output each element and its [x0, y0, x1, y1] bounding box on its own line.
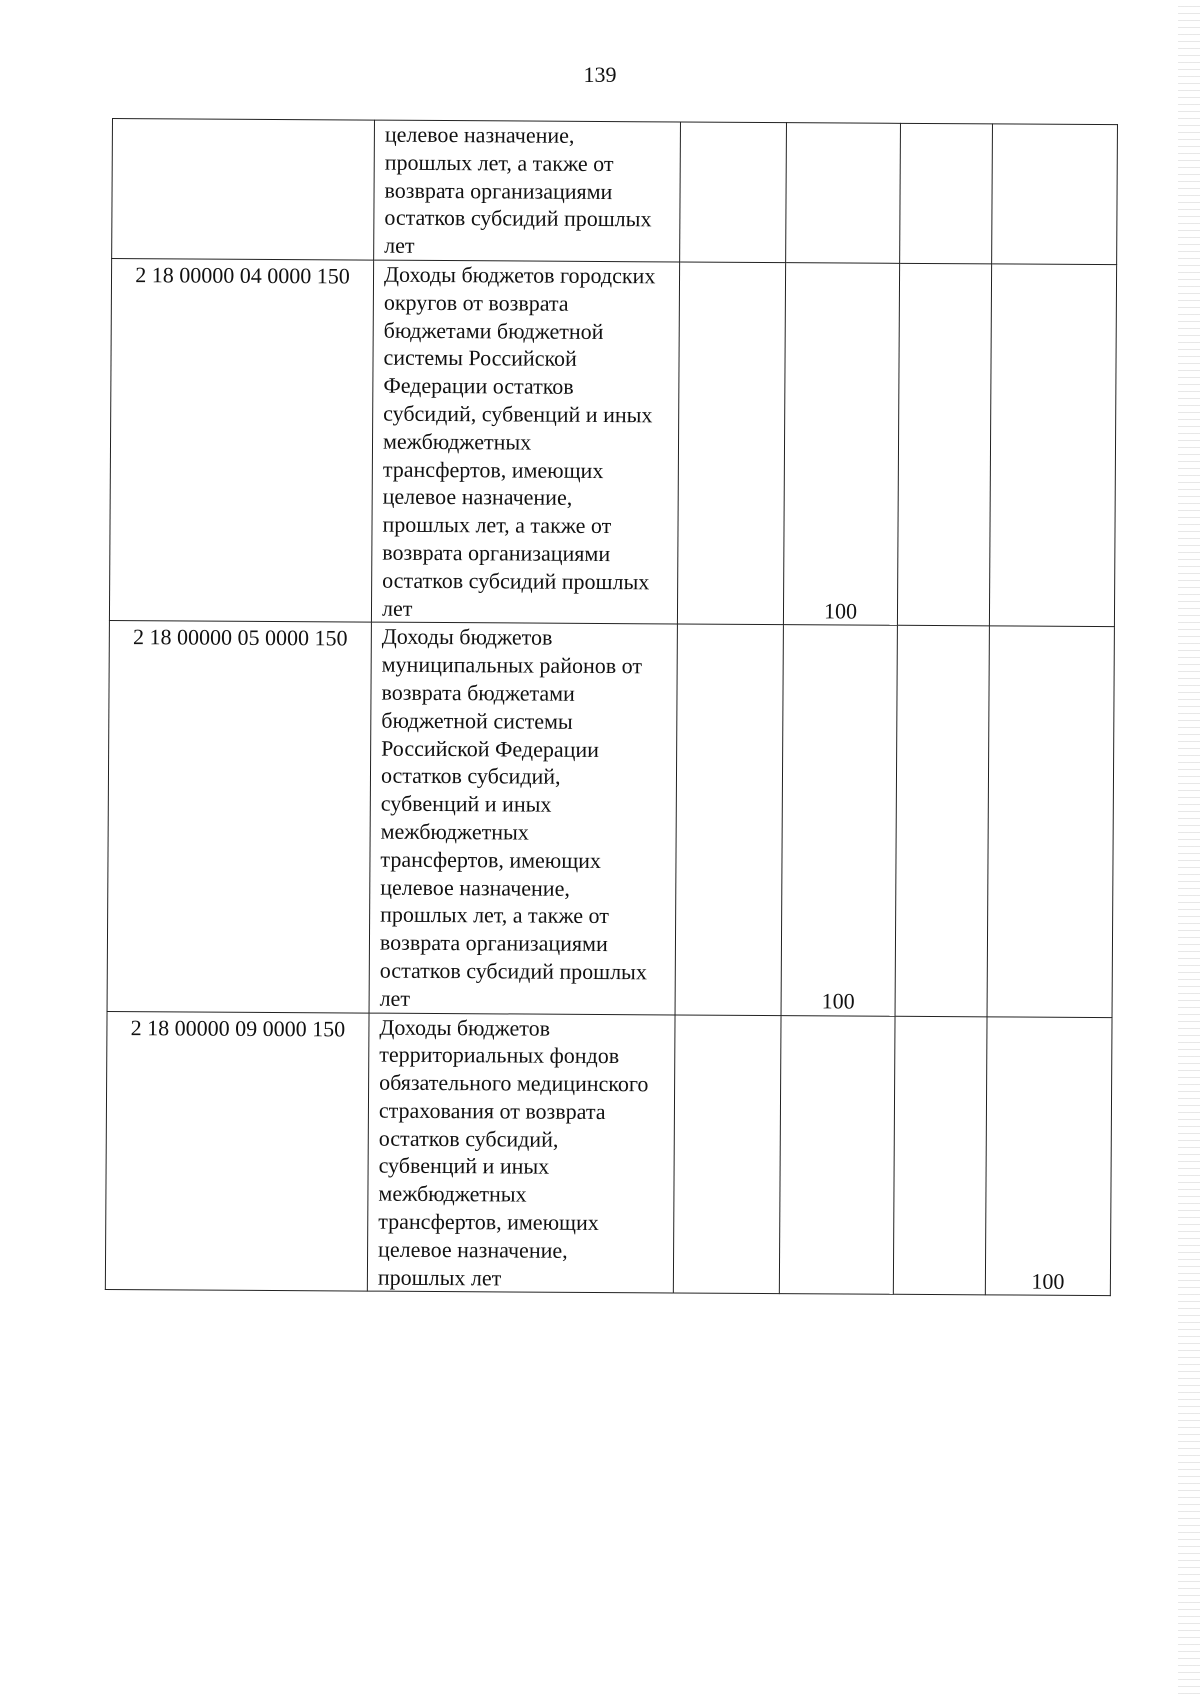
revenue-name-line: остатков субсидий, [380, 762, 561, 790]
value-cell-3 [897, 263, 991, 626]
revenue-table-body [105, 119, 1117, 1297]
value-cell-1 [673, 1014, 781, 1294]
revenue-name-cell [367, 1013, 675, 1294]
value-cell-3 [893, 1016, 987, 1296]
value-cell-2: 100 [781, 625, 897, 1016]
revenue-name-line: Доходы бюджетов [379, 1014, 551, 1041]
table-row [109, 258, 1116, 626]
revenue-name-line: трансфертов, имеющих [380, 846, 602, 873]
table-row [107, 621, 1114, 1017]
revenue-name-line: возврата организациями [384, 177, 613, 204]
revenue-name-line: лет [384, 232, 415, 259]
revenue-name-cell [374, 120, 681, 262]
revenue-name-line: прошлых лет, а также от [382, 511, 612, 539]
revenue-name-line: межбюджетных [380, 818, 529, 845]
revenue-table [105, 118, 1118, 1297]
revenue-name-line: обязательного медицинского [379, 1069, 649, 1097]
value-cell-4 [992, 124, 1118, 265]
budget-code-cell: 2 18 00000 05 0000 150 [107, 621, 371, 1013]
revenue-name-line: прошлых лет, а также от [380, 901, 609, 929]
revenue-name-line: остатков субсидий прошлых [384, 205, 652, 232]
revenue-name-line: бюджетной системы [381, 707, 573, 734]
scan-edge-artifact [1178, 0, 1200, 1695]
revenue-name-line: Доходы бюджетов [381, 624, 553, 651]
revenue-name-line: субвенций и иных [378, 1153, 550, 1180]
revenue-name-line: целевое назначение, [378, 1236, 568, 1263]
revenue-name-line: Доходы бюджетов городских [383, 261, 656, 289]
revenue-name-line: прошлых лет, а также от [384, 149, 614, 176]
revenue-name-line: страхования от возврата [378, 1097, 606, 1124]
revenue-name-line: остатков субсидий, [378, 1125, 559, 1152]
revenue-name-line: округов от возврата [383, 289, 569, 316]
revenue-name-line: возврата бюджетами [381, 679, 575, 706]
revenue-name-cell [371, 260, 679, 624]
value-cell-1 [677, 262, 785, 625]
revenue-name-line: остатков субсидий прошлых [382, 567, 650, 595]
revenue-name-line: возврата организациями [379, 929, 608, 957]
revenue-name-line: системы Российской [383, 345, 577, 372]
revenue-name-line: остатков субсидий прошлых [379, 957, 647, 985]
revenue-name-line: лет [381, 595, 413, 621]
table-row [112, 119, 1118, 265]
value-cell-1 [675, 624, 783, 1015]
revenue-name-line: целевое назначение, [380, 874, 570, 901]
revenue-name-line: трансфертов, имеющих [382, 456, 604, 483]
table-row [105, 1011, 1112, 1296]
revenue-name-line: субсидий, субвенций и иных [383, 400, 653, 428]
budget-code-cell: 2 18 00000 09 0000 150 [105, 1011, 369, 1292]
revenue-name-line: Федерации остатков [383, 372, 574, 399]
revenue-name-line: межбюджетных [378, 1180, 527, 1207]
revenue-name-line: муниципальных районов от [381, 651, 643, 679]
revenue-name-cell [369, 622, 677, 1014]
budget-code-cell [112, 119, 375, 261]
revenue-name-line: возврата организациями [382, 539, 611, 567]
revenue-name-line: бюджетами бюджетной [383, 317, 604, 344]
value-cell-3 [895, 626, 989, 1017]
page-number: 139 [583, 62, 617, 87]
revenue-name-line: субвенций и иных [380, 790, 552, 817]
revenue-name-line: целевое назначение, [382, 484, 573, 511]
value-cell-3 [900, 123, 993, 264]
revenue-name-line: лет [379, 985, 411, 1011]
value-cell-2 [786, 123, 901, 264]
revenue-name-line: трансфертов, имеющих [378, 1208, 599, 1236]
value-cell-2: 100 [783, 263, 899, 626]
revenue-name-line: Российской Федерации [381, 735, 600, 762]
revenue-name-line: территориальных фондов [379, 1041, 620, 1069]
revenue-name-line: целевое назначение, [384, 121, 575, 148]
revenue-name-line: прошлых лет [377, 1264, 502, 1291]
value-cell-4 [987, 626, 1114, 1017]
budget-code-cell: 2 18 00000 04 0000 150 [109, 258, 373, 622]
revenue-name-line: межбюджетных [382, 428, 532, 455]
value-cell-4: 100 [985, 1016, 1112, 1296]
value-cell-1 [680, 122, 787, 263]
value-cell-2 [779, 1015, 895, 1295]
value-cell-4 [989, 264, 1116, 627]
